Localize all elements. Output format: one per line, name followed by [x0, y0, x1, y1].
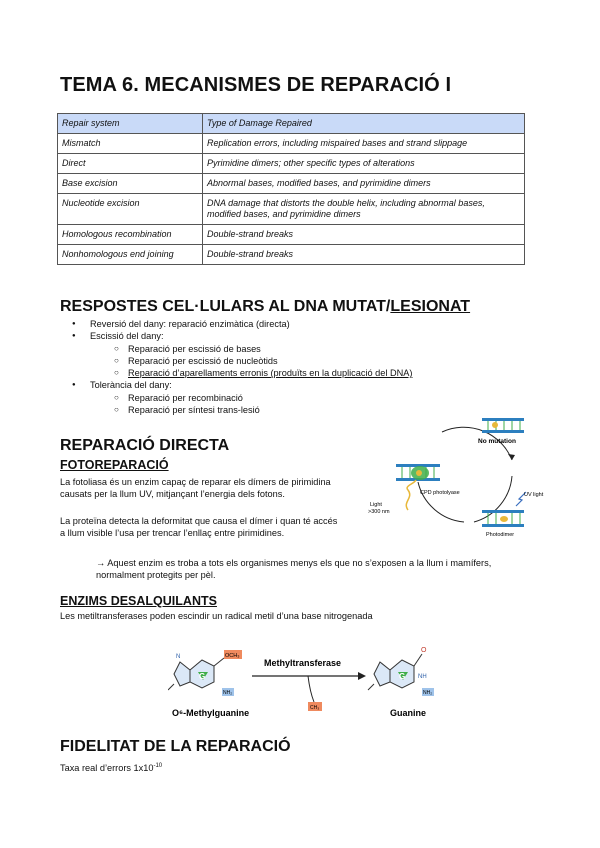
label-nh2: NH₂: [423, 690, 433, 696]
arrowhead: [358, 672, 366, 680]
section-heading-responses: [60, 298, 470, 316]
table-row: [58, 245, 525, 265]
label-light-nm: >300 nm: [368, 509, 390, 515]
base-letter: G: [199, 672, 206, 681]
label-nh: NH: [418, 674, 427, 680]
table-header-cell: Repair system: [58, 114, 203, 134]
label-och3: OCH₃: [225, 653, 240, 659]
release-arrow: [308, 676, 314, 702]
base-letter: G: [399, 672, 406, 681]
table-cell: Mismatch: [58, 134, 203, 154]
bond: [168, 684, 174, 690]
sub-list: [90, 343, 412, 380]
table-cell: Abnormal bases, modified bases, and pyrimidine dimers: [203, 174, 525, 194]
figure-background: [364, 410, 554, 542]
table-row: [58, 134, 525, 154]
table-row: [58, 225, 525, 245]
label-photodimer: Photodimer: [486, 532, 515, 538]
heading-part: RESPOSTES CEL·LULARS AL DNA MUTAT/: [60, 298, 391, 315]
table-row: [58, 194, 525, 225]
label-no-mutation: No mutation: [478, 438, 516, 445]
sub-list-item: ○ Reparació d’aparellaments erronis (produïts en la duplicació del DNA): [114, 367, 412, 379]
section-heading-fidelity: FIDELITAT DE LA REPARACIÓ: [60, 738, 291, 755]
table-cell: Homologous recombination: [58, 225, 203, 245]
label-o: O: [421, 647, 427, 654]
error-rate-text: [60, 760, 162, 774]
sub-list-item: ○ Reparació per recombinació: [114, 392, 412, 404]
helix-strand: [482, 430, 524, 433]
bond: [414, 654, 422, 666]
subheading-photoreparation: FOTOREPARACIÓ: [60, 458, 169, 472]
section-heading-direct-repair: REPARACIÓ DIRECTA: [60, 437, 230, 454]
methyltransferase-figure: [168, 636, 458, 724]
table-cell: Pyrimidine dimers; other specific types of alterations: [203, 154, 525, 174]
table-cell: DNA damage that distorts the double helix, including abnormal bases, modified bases, and pyrimidine dimers: [203, 194, 525, 225]
list-item: [72, 318, 412, 330]
helix-strand: [482, 510, 524, 513]
repair-systems-table: [57, 113, 525, 265]
list-item: [72, 379, 412, 416]
table-cell: Replication errors, including mispaired bases and strand slippage: [203, 134, 525, 154]
table-row: [58, 174, 525, 194]
paragraph-methyltransferases: Les metiltransferases poden escindir un radical metil d’una base nitrogenada: [60, 611, 373, 621]
label-light: Light: [370, 502, 382, 508]
sub-list-item: ○ Reparació per escissió de nucleòtids: [114, 355, 412, 367]
label-ch3: CH₃: [310, 705, 320, 711]
label-guanine: Guanine: [390, 708, 427, 718]
paragraph-arrow-note: → Aquest enzim es troba a tots els organismes menys els que no s’exposen a la llum i mamífers, normalment protegits per pèl.: [96, 558, 492, 580]
sub-list-item: ○ Reparació per escissió de bases: [114, 343, 412, 355]
list-item-label: Tolerància del dany:: [90, 380, 172, 391]
table-header-cell: Type of Damage Repaired: [203, 114, 525, 134]
error-rate-exponent: -10: [153, 763, 163, 769]
ring-five: [374, 662, 390, 686]
paragraph-photolyase: La fotoliasa és un enzim capaç de reparar els dímers de pirimidina causats per la llum UV, mitjançant l’energia dels fotons.: [60, 477, 331, 499]
list-item-label: Escissió del dany:: [90, 331, 164, 342]
list-item-label: Reversió del dany: reparació enzimàtica (directa): [90, 319, 290, 329]
dimer-highlight: [500, 516, 508, 522]
bond: [368, 684, 374, 690]
table-row: [58, 154, 525, 174]
guanine-structure: [368, 647, 434, 696]
base-highlight: [492, 422, 498, 428]
table-cell: Nucleotide excision: [58, 194, 203, 225]
page-title: TEMA 6. MECANISMES DE REPARACIÓ I: [60, 74, 452, 96]
o6-methylguanine-structure: [168, 650, 242, 696]
photolyase-cycle-figure: [364, 410, 554, 542]
label-nh2: NH₂: [223, 690, 233, 696]
paragraph-protein: La proteïna detecta la deformitat que causa el dímer i quan té accés a llum visible l’usa per trencar l’enllaç entre pirimidines.: [60, 516, 338, 538]
table-cell: Nonhomologous end joining: [58, 245, 203, 265]
helix-strand: [482, 524, 524, 527]
table-cell: Direct: [58, 154, 203, 174]
label-n: N: [176, 654, 181, 660]
list-item: [72, 330, 412, 379]
ring-five: [174, 662, 190, 686]
heading-part-underlined: LESIONAT: [390, 298, 471, 315]
sub-list-item: ○ Reparació per síntesi trans-lesió: [114, 404, 412, 416]
helix-strand: [482, 418, 524, 421]
table-cell: Base excision: [58, 174, 203, 194]
table-header-row: [58, 114, 525, 134]
label-o6-methylguanine: O⁶-Methylguanine: [172, 708, 250, 718]
base-highlight: [416, 470, 422, 476]
label-methyltransferase: Methyltransferase: [264, 658, 342, 668]
subheading-dealkylating-enzymes: ENZIMS DESALQUILANTS: [60, 594, 217, 608]
label-uv: UV light: [524, 492, 544, 498]
bond: [214, 658, 224, 666]
table-cell: Double-strand breaks: [203, 245, 525, 265]
label-cpd-photolyase: CPD photolyase: [420, 490, 460, 496]
error-rate-label: Taxa real d’errors 1x10: [60, 763, 154, 774]
responses-list: [72, 318, 412, 416]
table-cell: Double-strand breaks: [203, 225, 525, 245]
